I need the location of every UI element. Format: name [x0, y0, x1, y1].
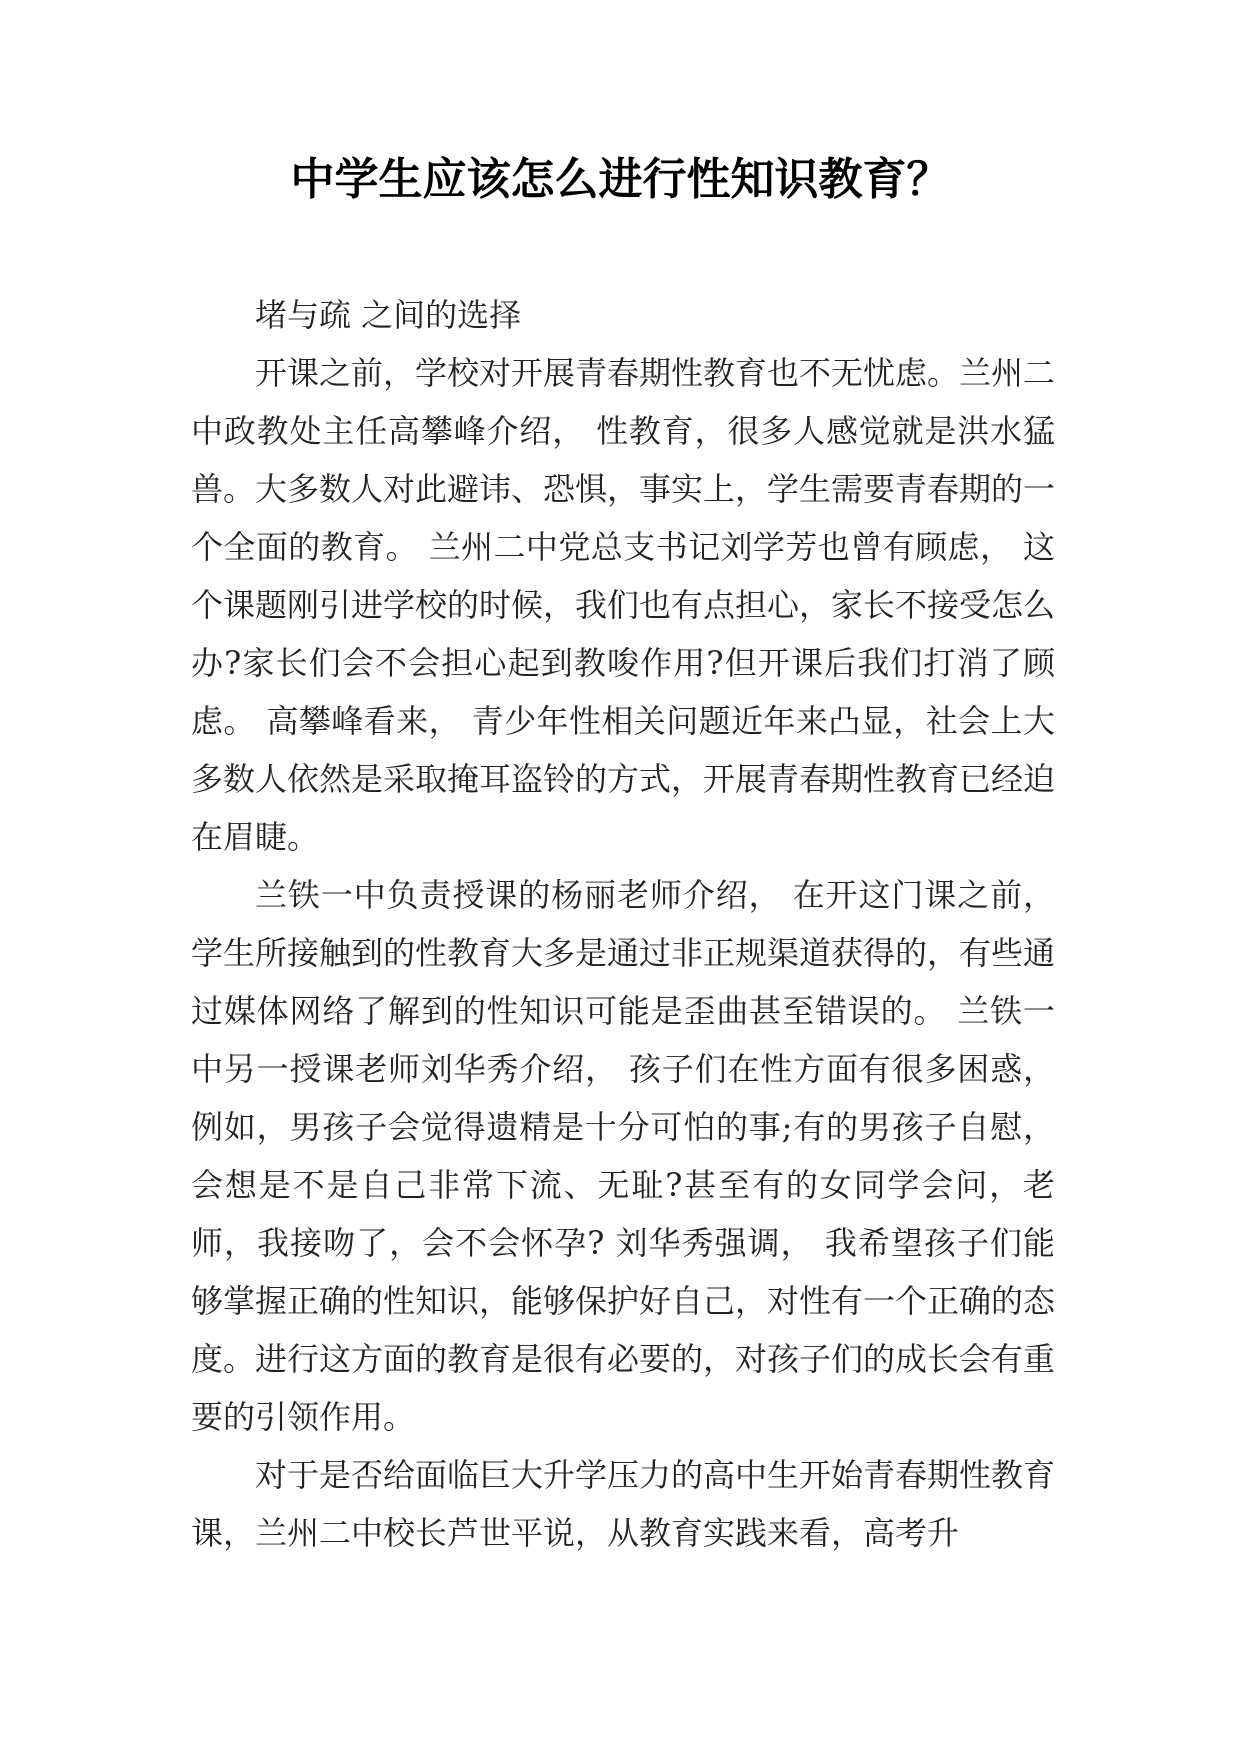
document-body — [191, 286, 1055, 1562]
paragraph: 兰铁一中负责授课的杨丽老师介绍， 在开这门课之前，学生所接触到的性教育大多是通过非正规渠道获得的，有些通过媒体网络了解到的性知识可能是歪曲甚至错误的。 兰铁一中另一授课老师刘华秀介绍， 孩子们在性方面有很多困惑，例如，男孩子会觉得遗精是十分可怕的事;有的男孩子自慰，会想是不是自己非常下流、无耻?甚至有的女同学会问，老师，我接吻了，会不会怀孕? 刘华秀强调， 我希望孩子们能够掌握正确的性知识，能够保护好自己，对性有一个正确的态度。进行这方面的教育是很有必要的，对孩子们的成长会有重要的引领作用。 — [191, 876, 1056, 1436]
paragraph: 对于是否给面临巨大升学压力的高中生开始青春期性教育课，兰州二中校长芦世平说，从教育实践来看，高考升 — [191, 1456, 1056, 1552]
section-heading: 堵与疏 之间的选择 — [255, 296, 522, 334]
document-title: 中学生应该怎么进行性知识教育？ — [290, 154, 951, 205]
paragraph: 开课之前，学校对开展青春期性教育也不无忧虑。兰州二中政教处主任高攀峰介绍， 性教育，很多人感觉就是洪水猛兽。大多数人对此避讳、恐惧，事实上，学生需要青春期的一个全面的教育。 兰州二中党总支书记刘学芳也曾有顾虑， 这个课题刚引进学校的时候，我们也有点担心，家长不接受怎么办?家长们会不会担心起到教唆作用?但开课后我们打消了顾虑。 高攀峰看来， 青少年性相关问题近年来凸显，社会上大多数人依然是采取掩耳盗铃的方式，开展青春期性教育已经迫在眉睫。 — [191, 354, 1056, 856]
